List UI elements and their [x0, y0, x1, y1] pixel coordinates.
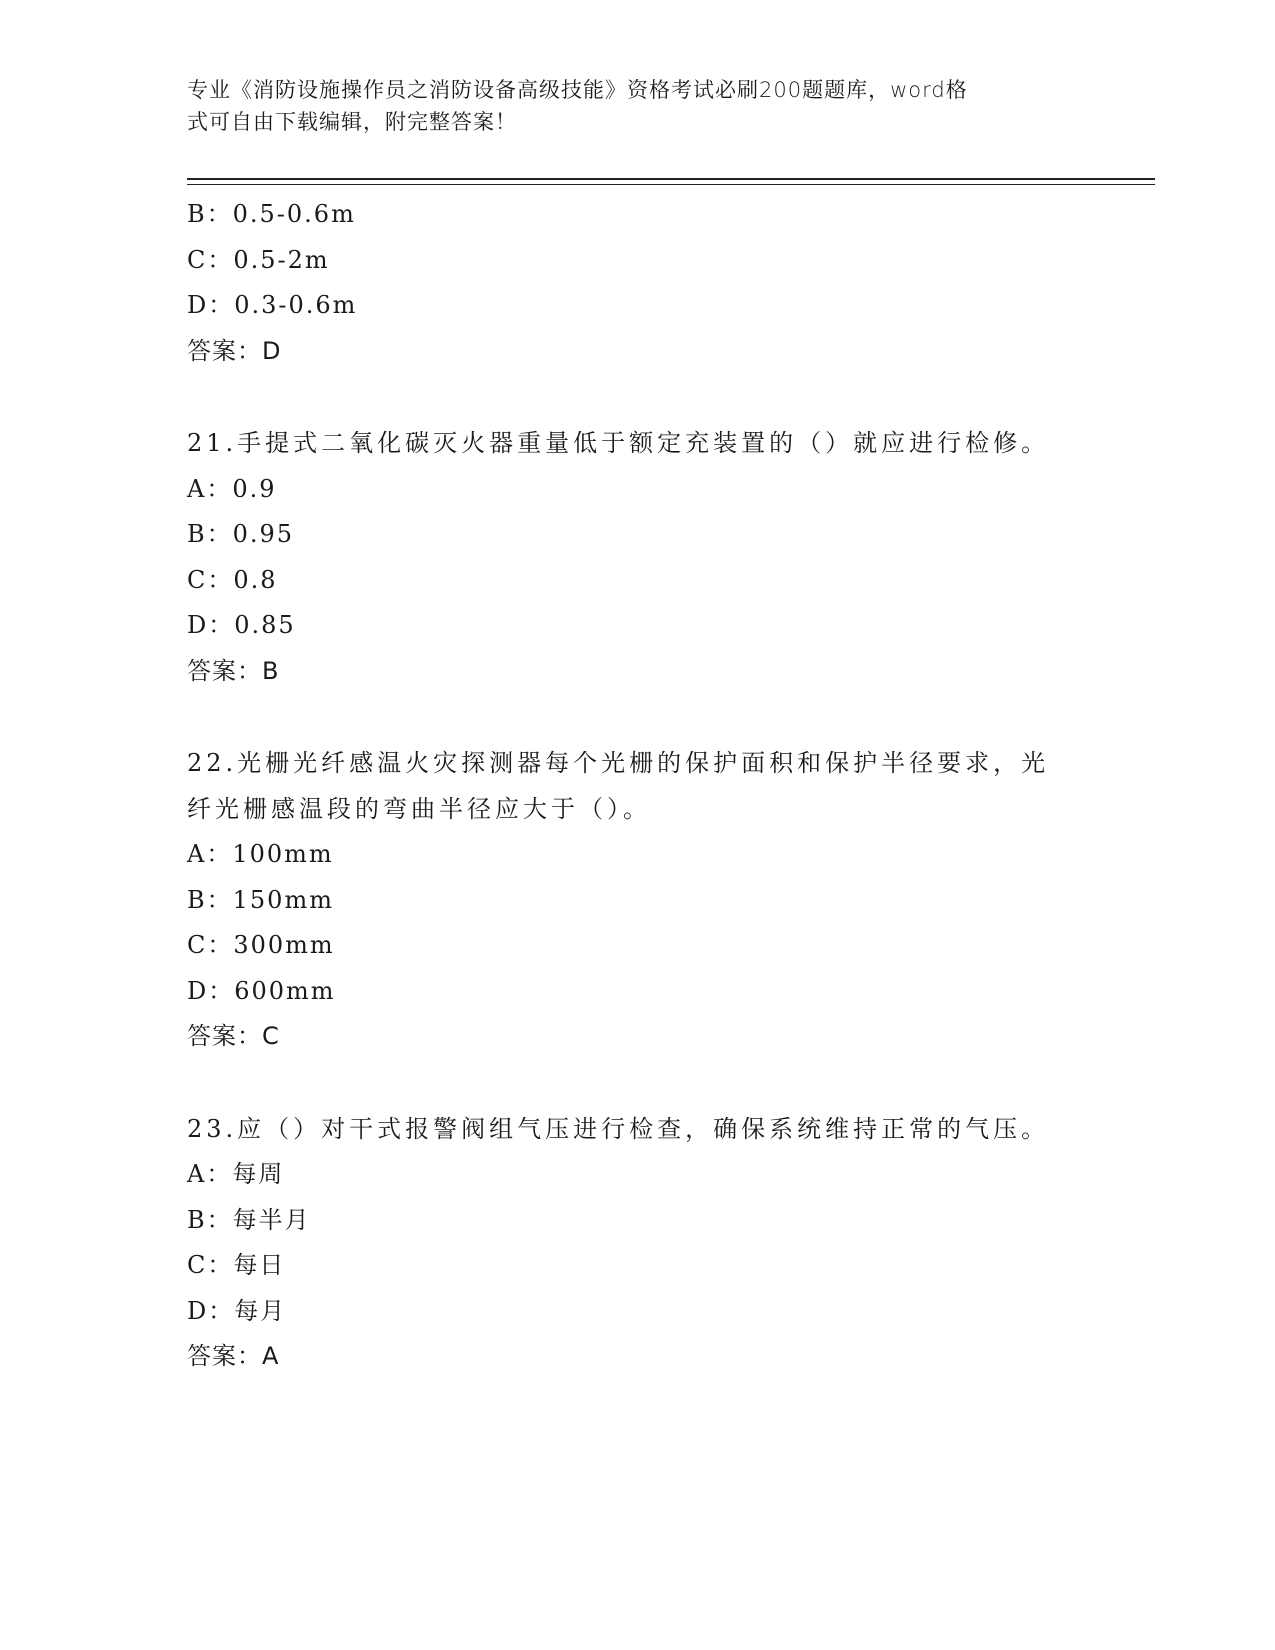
question-block-23	[187, 1107, 1087, 1380]
option-b: B：0.95	[187, 520, 295, 548]
spacer	[187, 1060, 1087, 1107]
question-block-prev	[187, 192, 1087, 374]
question-stem-line: 23.应（）对干式报警阀组气压进行检查，确保系统维持正常的气压。	[187, 1114, 1050, 1143]
spacer	[187, 374, 1087, 421]
question-stem-line: 纤光栅感温段的弯曲半径应大于（）。	[187, 794, 651, 823]
option-a: A：100mm	[187, 840, 334, 868]
question-stem-line: 22.光栅光纤感温火灾探测器每个光栅的保护面积和保护半径要求，光	[187, 749, 1050, 777]
answer: 答案：A	[187, 1342, 280, 1370]
header-line-2: 式可自由下载编辑，附完整答案！	[187, 110, 517, 134]
option-b: B：0.5-0.6m	[187, 200, 356, 228]
option-d: D：每月	[187, 1296, 287, 1325]
question-block-21	[187, 421, 1087, 694]
answer: 答案：D	[187, 336, 282, 365]
spacer	[187, 694, 1087, 741]
option-d: D：0.3-0.6m	[187, 291, 358, 319]
option-c: C：0.5-2m	[187, 245, 330, 274]
option-c: C：每日	[187, 1251, 286, 1279]
header-rule-thin	[187, 184, 1155, 185]
option-a: A：每周	[187, 1160, 285, 1188]
question-stem-line: 21.手提式二氧化碳灭火器重量低于额定充装置的（）就应进行检修。	[187, 429, 1050, 457]
answer: 答案：B	[187, 656, 280, 685]
page-content	[187, 192, 1087, 1380]
option-c: C：0.8	[187, 565, 278, 594]
option-a: A：0.9	[187, 474, 277, 503]
question-block-22	[187, 741, 1087, 1060]
option-d: D：600mm	[187, 976, 336, 1005]
answer: 答案：C	[187, 1022, 280, 1050]
option-b: B：每半月	[187, 1205, 311, 1234]
header-line-1: 专业《消防设施操作员之消防设备高级技能》资格考试必刷200题题库，word格	[187, 78, 968, 102]
page-header	[187, 74, 1067, 138]
option-c: C：300mm	[187, 931, 335, 959]
option-d: D：0.85	[187, 611, 296, 639]
option-b: B：150mm	[187, 885, 334, 914]
header-rule-thick	[187, 178, 1155, 180]
